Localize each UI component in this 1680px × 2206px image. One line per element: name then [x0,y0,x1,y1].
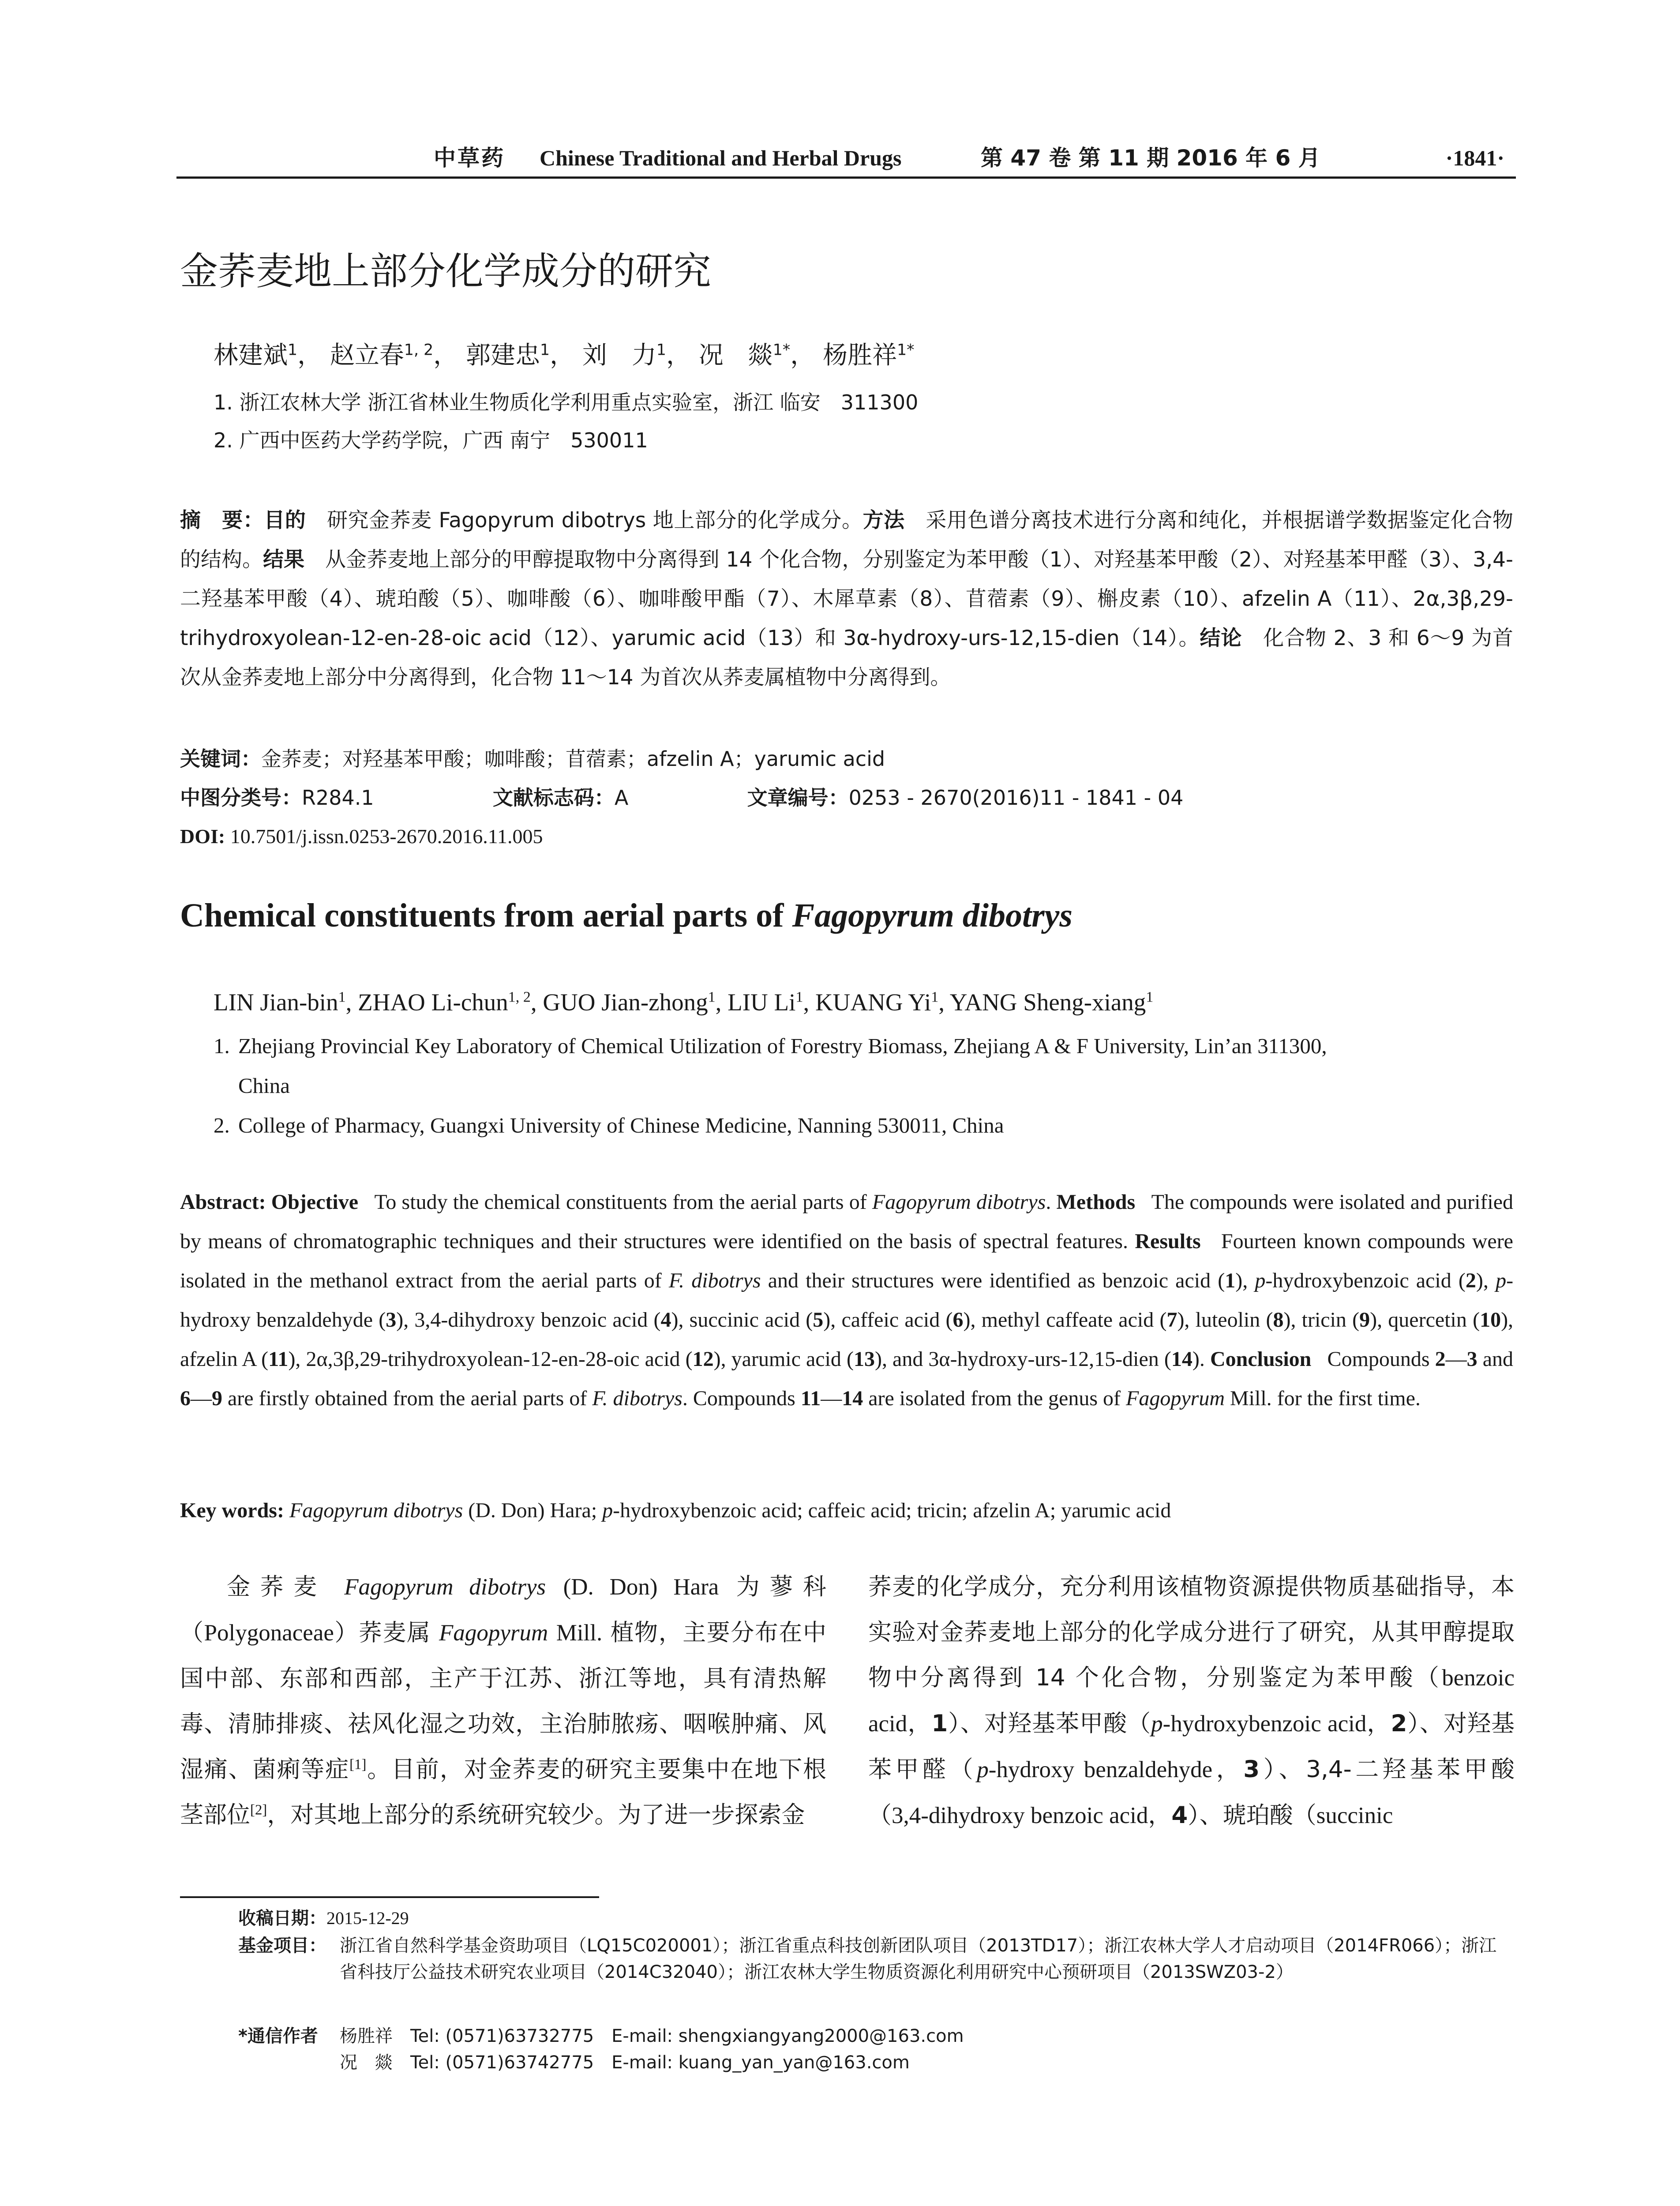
doi-line: DOI: 10.7501/j.issn.0253-2670.2016.11.005 [180,825,543,848]
author-cn: 林建斌$^1$ [214,341,298,370]
affiliation-en-2: 2. College of Pharmacy, Guangxi University of Chinese Medicine, Nanning 530011, China [214,1113,1004,1137]
header-rule [176,176,1516,179]
author-en: GUO Jian-zhong$^1$ [543,989,716,1016]
journal-name-cn: 中草药 [434,145,505,171]
author-cn: 杨胜祥$^{1*}$ [823,341,915,370]
received-date: 收稿日期：2015-12-29 [238,1908,409,1928]
journal-volume: 第 47 卷 第 11 期 2016 年 6 月 [981,145,1320,171]
authors-cn: 林建斌$^1$， 赵立春$^{1, 2}$， 郭建忠$^1$， 刘 力$^1$， 况 燚$^{1*}$， 杨胜祥$^{1*}$ [214,341,915,370]
author-cn: 赵立春$^{1, 2}$ [330,341,434,370]
body-column-right: 荞麦的化学成分，充分利用该植物资源提供物质基础指导，本实验对金荞麦地上部分的化学成分进行了研究，从其甲醇提取物中分离得到 14 个化合物，分别鉴定为苯甲酸（benzoic acid，1）、对羟基苯甲酸（p-hydroxybenzoic acid，2）、对羟基苯甲醛（p-hydroxy benzaldehyde，3）、3,4-二羟基苯甲酸（3,4-dihydroxy benzoic acid，4）、琥珀酸（succinic [868,1573,1515,1829]
footnote-rule [180,1896,599,1898]
keywords-en: Key words: Fagopyrum dibotrys (D. Don) Hara; p-hydroxybenzoic acid; caffeic acid; tricin; afzelin A; yarumic acid [180,1499,1171,1522]
corresponding-author: *通信作者 杨胜祥 Tel: (0571)63732775 E-mail: shengxiangyang2000@163.com 况 燚 Tel: (0571)63742775 E-mail: kuang_yan_yan@163.com [238,2023,1513,2076]
running-header [180,140,1509,176]
author-en: KUANG Yi$^1$ [815,989,939,1016]
affiliation-en-1: 1. Zhejiang Provincial Key Laboratory of Chemical Utilization of Forestry Biomass, Zhejiang A & F University, Lin’an 311300, China [214,1034,1327,1098]
author-en: ZHAO Li-chun$^{1, 2}$ [358,989,531,1016]
authors-en: LIN Jian-bin$^1$, ZHAO Li-chun$^{1, 2}$, GUO Jian-zhong$^1$, LIU Li$^1$, KUANG Yi$^1$, YANG Sheng-xiang$^1$ [214,989,1154,1016]
author-en: YANG Sheng-xiang$^1$ [949,989,1154,1016]
abstract-cn: 摘 要：目的 研究金荞麦 Fagopyrum dibotrys 地上部分的化学成分。方法 采用色谱分离技术进行分离和纯化，并根据谱学数据鉴定化合物的结构。结果 从金荞麦地上部分的甲醇提取物中分离得到 14 个化合物，分别鉴定为苯甲酸（1）、对羟基苯甲酸（2）、对羟基苯甲醛（3）、3,4-二羟基苯甲酸（4）、琥珀酸（5）、咖啡酸（6）、咖啡酸甲酯（7）、木犀草素（8）、苜蓿素（9）、槲皮素（10）、afzelin A（11）、2α,3β,29-trihydroxyolean-12-en-28-oic acid（12）、yarumic acid（13）和 3α-hydroxy-urs-12,15-dien（14）。结论 化合物 2、3 和 6～9 为首次从金荞麦地上部分中分离得到，化合物 11～14 为首次从荞麦属植物中分离得到。 [180,508,1514,690]
affiliation-cn-1: 1. 浙江农林大学 浙江省林业生物质化学利用重点实验室，浙江 临安 311300 [214,390,919,414]
body-column-left: 金荞麦 Fagopyrum dibotrys (D. Don) Hara 为蓼科（Polygonaceae）荞麦属 Fagopyrum Mill. 植物，主要分布在中国中部、东部和西部，主产于江苏、浙江等地，具有清热解毒、清肺排痰、祛风化湿之功效，主治肺脓疡、咽喉肿痛、风湿痛、菌痢等症[1]。目前，对金荞麦的研究主要集中在地下根茎部位[2]，对其地上部分的系统研究较少。为了进一步探索金 [180,1573,827,1828]
contact-line-1: 杨胜祥 Tel: (0571)63732775 E-mail: shengxiangyang2000@163.com [340,2026,964,2046]
classification-line: 中图分类号：R284.1 文献标志码：A 文章编号：0253 - 2670(2016)11 - 1841 - 04 [180,786,1184,810]
page-number: ·1841· [1445,146,1504,170]
affiliation-cn-2: 2. 广西中医药大学药学院，广西 南宁 530011 [214,428,648,452]
keywords-cn: 关键词：金荞麦；对羟基苯甲酸；咖啡酸；苜蓿素；afzelin A；yarumic acid [180,747,885,771]
author-en: LIU Li$^1$ [728,989,803,1016]
author-en: LIN Jian-bin$^1$ [214,989,346,1016]
contact-line-2: 况 燚 Tel: (0571)63742775 E-mail: kuang_yan_yan@163.com [340,2052,910,2073]
title-cn: 金荞麦地上部分化学成分的研究 [180,249,711,293]
funding-note: 基金项目： 浙江省自然科学基金资助项目（LQ15C020001）；浙江省重点科技创新团队项目（2013TD17）；浙江农林大学人才启动项目（2014FR066）；浙江省科技厅公益技术研究农业项目（2014C32040）；浙江农林大学生物质资源化利用研究中心预研项目（2013SWZ03-2） [238,1936,1497,1982]
author-cn: 刘 力$^1$ [582,341,666,370]
abstract-en: Abstract: Objective To study the chemical constituents from the aerial parts of Fagopyrum dibotrys. Methods The compounds were isolated and purified by means of chromatographic techniques and their structures were identified on the basis of spectral features. Results Fourteen known compounds were isolated in the methanol extract from the aerial parts of F. dibotrys and their structures were identified as benzoic acid (1), p-hydroxybenzoic acid (2), p-hydroxy benzaldehyde (3), 3,4-dihydroxy benzoic acid (4), succinic acid (5), caffeic acid (6), methyl caffeate acid (7), luteolin (8), tricin (9), quercetin (10), afzelin A (11), 2α,3β,29-trihydroxyolean-12-en-28-oic acid (12), yarumic acid (13), and 3α-hydroxy-urs-12,15-dien (14). Conclusion Compounds 2—3 and 6—9 are firstly obtained from the aerial parts of F. dibotrys. Compounds 11—14 are isolated from the genus of Fagopyrum Mill. for the first time. [180,1190,1514,1410]
title-en: Chemical constituents from aerial parts of Fagopyrum dibotrys [180,897,1072,934]
journal-name-en: Chinese Traditional and Herbal Drugs [540,146,902,170]
author-cn: 况 燚$^{1*}$ [698,341,791,370]
author-cn: 郭建忠$^1$ [465,341,550,370]
